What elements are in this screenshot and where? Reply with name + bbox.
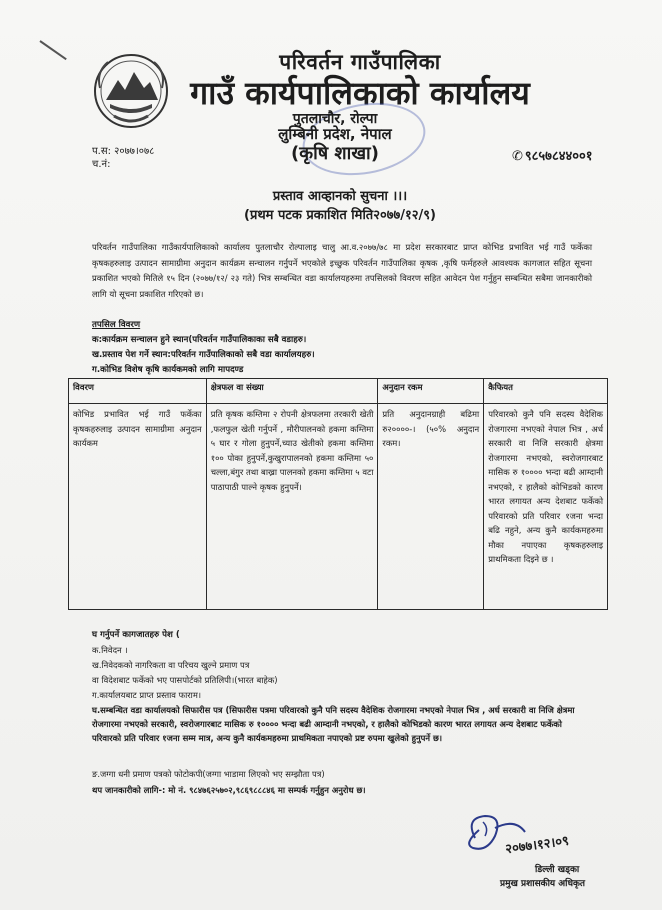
office-phone bbox=[512, 146, 593, 164]
schedule-item-c: ग.कोभिड विशेष कृषि कार्यकमको लागि मापदण्ड bbox=[92, 365, 244, 375]
table-header-cell: अनुदान रकम bbox=[378, 379, 484, 404]
document-item: ग.कार्यालयबाट प्राप्त प्रस्ताव फाराम। bbox=[92, 690, 202, 700]
contact-info: थप जानकारीको लागि-: मो नं. ९८४७६२५७०२,९८६९८८८४६ मा सम्पर्क गर्नुहुन अनुरोध छ। bbox=[92, 785, 366, 795]
notice-title: प्रस्ताव आव्हानको सुचना ।।। bbox=[272, 189, 408, 204]
table-cell-description bbox=[69, 404, 207, 610]
document-item: ख.निवेदकको नागरिकता वा परिचय खुल्ने प्रमाण पत्र bbox=[92, 660, 250, 670]
office-province: लुम्बिनी प्रदेश, नेपाल bbox=[278, 125, 392, 143]
dispatch-number: च.नं: bbox=[92, 159, 111, 170]
table-header-cell: विवरण bbox=[69, 379, 207, 404]
signatory-title: प्रमुख प्रशासकीय अधिकृत bbox=[500, 879, 586, 889]
schedule-item-a: क:कार्यक्रम सन्चालन हुने स्थान(परिवर्तन गाउँपालिकाका सबै वडाहरु। bbox=[92, 335, 307, 345]
document-item: क.निवेदन । bbox=[92, 645, 128, 655]
table-cell-grant bbox=[378, 404, 484, 610]
grant-text: प्रति अनुदानग्राही बढिमा रु२००००-। (५०% अनुदान रकम। bbox=[382, 409, 480, 448]
schedule-item-b: ख.प्रस्ताव पेश गर्ने स्थान:परिवर्तन गाउँपालिकाको सबै वडा कार्यालयहरु। bbox=[92, 350, 315, 360]
documents-heading: घ गर्नुपर्ने कागजातहरु पेश ( bbox=[92, 630, 180, 640]
municipality-name: परिवर्तन गाउँपालिका bbox=[279, 50, 441, 74]
table-header-cell: कैफियत bbox=[484, 379, 608, 404]
description-text: कोभिड प्रभावित भई गाउँ फर्केका कृषकहरुलाइ उत्पादन सामाग्रीमा अनुदान कार्यकम bbox=[73, 409, 202, 448]
criteria-table bbox=[68, 378, 608, 610]
document-item: वा विदेशबाट फर्केको भए पासपोर्टको प्रतिलिपी।(भारत बाहेक) bbox=[92, 675, 278, 685]
section-name: (कृषि शाखा) bbox=[291, 143, 379, 164]
table-row bbox=[69, 404, 608, 610]
phone-number: ९८५७८४४००१ bbox=[524, 149, 593, 164]
scan-mark bbox=[39, 40, 66, 60]
signatory-name: डिल्ली खड्का bbox=[535, 865, 580, 875]
document-item: घ.सम्बन्धित वडा कार्यालयको सिफारीस पत्र (सिफारीस पत्रमा परिवारको कुनै पनि सदस्य वैदेशिक रोजगारमा नभएको नेपाल भित्र , अर्ध सरकारी वा निजि क्षेत्रमा रोजगारमा नभएको सरकारी, स्वरोजगारबाट मासिक रु १०००० भन्दा बढी आम्दानी नभएको, र हालैको कोभिडको कारण भारत लगायत अन्य देशबाट फर्केको परिवारको प्रति परिवार १जना सम्म मात्र, अन्य कुनै कार्यकमहरुमा प्राथमिकता नपाएको प्रष्ट रुपमा खुलेको हुनुपर्ने छ। bbox=[92, 705, 575, 743]
office-location: पुतलाचौर, रोल्पा bbox=[292, 111, 378, 127]
schedule-heading: तपसिल विवरण bbox=[92, 320, 141, 330]
table-header-row bbox=[69, 379, 608, 404]
signature-date: २०७७।१२।०९ bbox=[504, 833, 570, 858]
table-cell-area bbox=[206, 404, 378, 610]
document-item: ङ.जग्गा धनी प्रमाण पत्रको फोटोकपी(जग्गा भाडामा लिएको भए सम्झौता पत्र) bbox=[92, 769, 325, 779]
remarks-text: परिवारको कुनै पनि सदस्य वैदेशिक रोजगारमा नभएको नेपाल भित्र , अर्ध सरकारी वा निजि सरकारी क्षेत्रमा रोजगारमा नभएको, स्वरोजगारबाट मासिक रु १०००० भन्दा बढी आम्दानी नभएको, र हालैको कोभिडको कारण भारत लगायत अन्य देशबाट फर्केको परिवारको प्रति परिवार १जना भन्दा बढि नहुने, अन्य कुनै कार्यकमहरुमा मौका नपाएका कृषकहरुलाइ प्राथमिकता दिइने छ । bbox=[488, 409, 603, 564]
notice-subtitle: (प्रथम पटक प्रकाशित मिति२०७७/१२/९) bbox=[244, 208, 436, 223]
area-text: प्रति कृषक कम्तिमा २ रोपनी क्षेत्रफलमा तरकारी खेती ,फलफुल खेती गर्नुपर्ने , मौरीपालनको हकमा कम्तिमा ५ घार र गोला हुनुपर्ने,च्याउ खेतीको हकमा कम्तिमा १०० पोका हुनुपर्ने,कुखुरापालनको हकमा कम्तिमा ५० चल्ला,बंगुर तथा बाख्रा पालनको हकमा कम्तिमा ५ वटा पाठापाठी पाल्ने कृषक हुनुपर्ने। bbox=[210, 409, 374, 492]
table-cell-remarks bbox=[484, 404, 608, 610]
reference-number: प.स: २०७७।०७८ bbox=[92, 146, 155, 157]
notice-paragraph: परिवर्तन गाउँपालिका गाउँकार्यपालिकाको कार्यालय पुतलाचौर रोल्पालाइ चालु आ.व.२०७७/७८ मा प्रदेश सरकारबाट प्राप्त कोभिड प्रभावित भई गाउँ फर्केका कृषकहरुलाइ उत्पादन सामाग्रीमा अनुदान कार्यक्रम सन्चालन गर्नुपर्ने भएकोले इच्छुक परिवर्तन गाउँपालिका कृषक ,कृषि फर्महरुले आवश्यक कागजात सहित सूचना प्रकाशित भएको मितिले १५ दिन (२०७७/१२/ २३ गते) भित्र सम्बन्धित वडा कार्यालयहरुमा तपसिलको विवरण सहित आवेदन पेश गर्नुहुन सम्बन्धित सबैमा जानकारीको लागि यो सूचना प्रकाशित गरिएको छ। bbox=[92, 242, 592, 299]
phone-icon: ✆ bbox=[512, 149, 523, 164]
table-header-cell: क्षेत्रफल वा संख्या bbox=[206, 379, 378, 404]
office-name: गाउँ कार्यपालिकाको कार्यालय bbox=[190, 74, 530, 112]
